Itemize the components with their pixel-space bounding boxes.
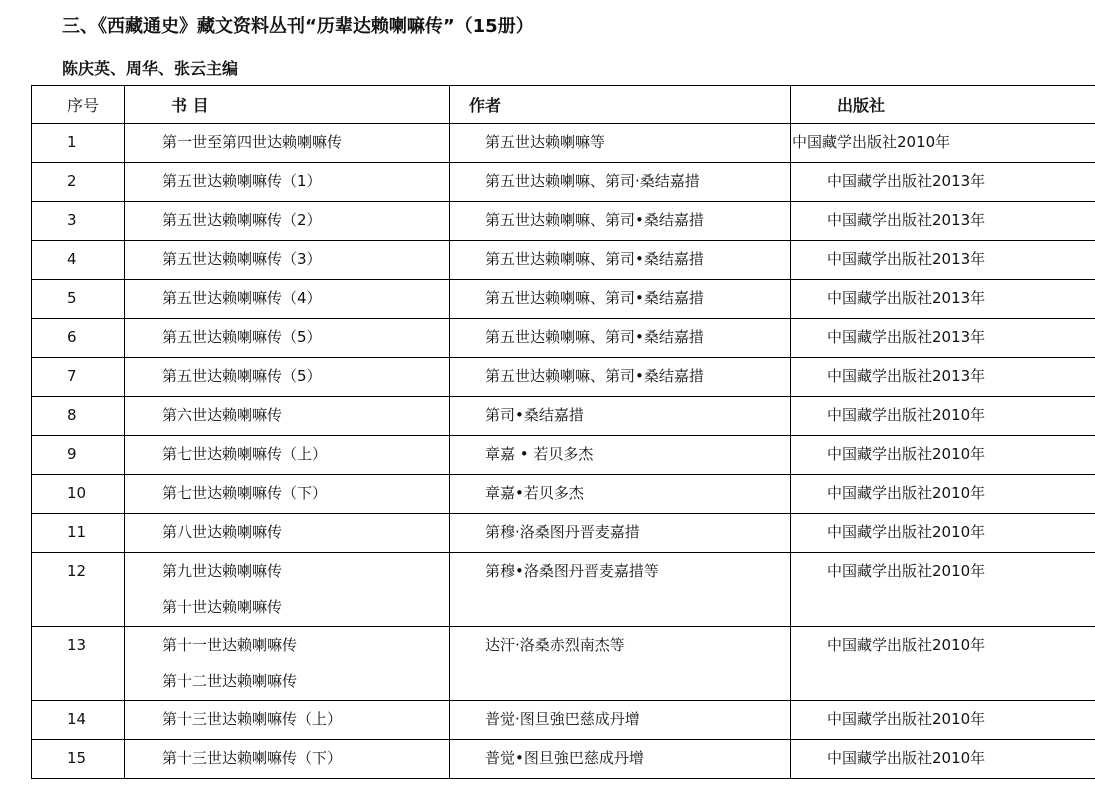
editors-line: 陈庆英、周华、张云主编: [62, 59, 239, 78]
title-line: 第五世达赖喇嘛传（1）: [162, 172, 322, 190]
row-author: 第五世达赖喇嘛等: [450, 124, 791, 163]
title-line: 第六世达赖喇嘛传: [162, 406, 283, 424]
row-title: [125, 319, 450, 358]
row-author: 第五世达赖喇嘛、第司•桑结嘉措: [450, 319, 791, 358]
title-line: 第十三世达赖喇嘛传（上）: [162, 710, 343, 728]
row-number: 7: [32, 358, 125, 397]
title-line: 第七世达赖喇嘛传（下）: [162, 484, 328, 502]
header-publisher: 出版社: [791, 86, 1095, 124]
book-list-table: [31, 85, 1095, 779]
title-line: 第五世达赖喇嘛传（5）: [162, 367, 322, 385]
row-publisher: 中国藏学出版社2013年: [791, 358, 1095, 397]
title-line: 第十世达赖喇嘛传: [162, 598, 283, 616]
row-title: [125, 436, 450, 475]
title-line: 第一世至第四世达赖喇嘛传: [162, 133, 343, 151]
row-number: 10: [32, 475, 125, 514]
row-publisher: 中国藏学出版社2013年: [791, 280, 1095, 319]
row-author: 第五世达赖喇嘛、第司•桑结嘉措: [450, 241, 791, 280]
row-number: 11: [32, 514, 125, 553]
table-row: [32, 436, 1095, 475]
title-line: 第五世达赖喇嘛传（2）: [162, 211, 322, 229]
row-publisher: 中国藏学出版社2010年: [791, 436, 1095, 475]
row-title: [125, 358, 450, 397]
row-number: 2: [32, 163, 125, 202]
row-number: 9: [32, 436, 125, 475]
title-line: 第八世达赖喇嘛传: [162, 523, 283, 541]
row-title: [125, 701, 450, 740]
row-title: [125, 475, 450, 514]
row-author: 章嘉•若贝多杰: [450, 475, 791, 514]
row-publisher: 中国藏学出版社2010年: [791, 124, 1095, 163]
row-title: [125, 740, 450, 779]
row-number: 13: [32, 627, 125, 701]
row-title: [125, 514, 450, 553]
row-author: 第五世达赖喇嘛、第司•桑结嘉措: [450, 202, 791, 241]
row-number: 3: [32, 202, 125, 241]
title-line: 第五世达赖喇嘛传（4）: [162, 289, 322, 307]
title-line: 第七世达赖喇嘛传（上）: [162, 445, 328, 463]
table-row: [32, 553, 1095, 627]
row-title: [125, 202, 450, 241]
row-author: 第五世达赖喇嘛、第司·桑结嘉措: [450, 163, 791, 202]
header-title: 书 目: [125, 86, 450, 124]
document-heading: 三、《西藏通史》藏文资料丛刊“历辈达赖喇嘛传”（15册）: [62, 16, 534, 37]
header-number: 序号: [32, 86, 125, 124]
row-publisher: 中国藏学出版社2010年: [791, 514, 1095, 553]
title-line: 第五世达赖喇嘛传（3）: [162, 250, 322, 268]
row-author: 达汗·洛桑赤烈南杰等: [450, 627, 791, 701]
row-title: [125, 163, 450, 202]
row-author: 第五世达赖喇嘛、第司•桑结嘉措: [450, 280, 791, 319]
title-line: 第十三世达赖喇嘛传（下）: [162, 749, 343, 767]
table-row: [32, 627, 1095, 701]
row-publisher: 中国藏学出版社2013年: [791, 202, 1095, 241]
row-publisher: 中国藏学出版社2013年: [791, 163, 1095, 202]
row-title: [125, 124, 450, 163]
table-row: [32, 397, 1095, 436]
row-author: 第穆·洛桑图丹晋麦嘉措: [450, 514, 791, 553]
title-line: 第十一世达赖喇嘛传: [162, 636, 298, 654]
row-author: 第穆•洛桑图丹晋麦嘉措等: [450, 553, 791, 627]
row-publisher: 中国藏学出版社2013年: [791, 241, 1095, 280]
table-row: [32, 358, 1095, 397]
row-publisher: 中国藏学出版社2010年: [791, 475, 1095, 514]
row-number: 14: [32, 701, 125, 740]
table-row: [32, 280, 1095, 319]
table-row: [32, 163, 1095, 202]
row-number: 4: [32, 241, 125, 280]
table-header-row: [32, 86, 1095, 124]
row-title: [125, 280, 450, 319]
header-author: 作者: [450, 86, 791, 124]
row-author: 第司•桑结嘉措: [450, 397, 791, 436]
row-publisher: 中国藏学出版社2013年: [791, 319, 1095, 358]
table-row: [32, 475, 1095, 514]
row-title: [125, 553, 450, 627]
table-row: [32, 202, 1095, 241]
row-number: 8: [32, 397, 125, 436]
table-row: [32, 319, 1095, 358]
row-number: 6: [32, 319, 125, 358]
table-row: [32, 514, 1095, 553]
table-row: [32, 241, 1095, 280]
title-line: 第十二世达赖喇嘛传: [162, 672, 298, 690]
row-author: 章嘉 • 若贝多杰: [450, 436, 791, 475]
row-number: 1: [32, 124, 125, 163]
table-row: [32, 740, 1095, 779]
row-title: [125, 241, 450, 280]
table-row: [32, 124, 1095, 163]
row-author: 第五世达赖喇嘛、第司•桑结嘉措: [450, 358, 791, 397]
row-publisher: 中国藏学出版社2010年: [791, 740, 1095, 779]
table-row: [32, 701, 1095, 740]
title-line: 第九世达赖喇嘛传: [162, 562, 283, 580]
row-number: 12: [32, 553, 125, 627]
row-publisher: 中国藏学出版社2010年: [791, 701, 1095, 740]
row-title: [125, 627, 450, 701]
row-publisher: 中国藏学出版社2010年: [791, 627, 1095, 701]
row-publisher: 中国藏学出版社2010年: [791, 397, 1095, 436]
row-author: 普觉•图旦強巴慈成丹增: [450, 740, 791, 779]
title-line: 第五世达赖喇嘛传（5）: [162, 328, 322, 346]
row-author: 普觉·图旦強巴慈成丹增: [450, 701, 791, 740]
row-publisher: 中国藏学出版社2010年: [791, 553, 1095, 627]
row-number: 15: [32, 740, 125, 779]
row-number: 5: [32, 280, 125, 319]
row-title: [125, 397, 450, 436]
